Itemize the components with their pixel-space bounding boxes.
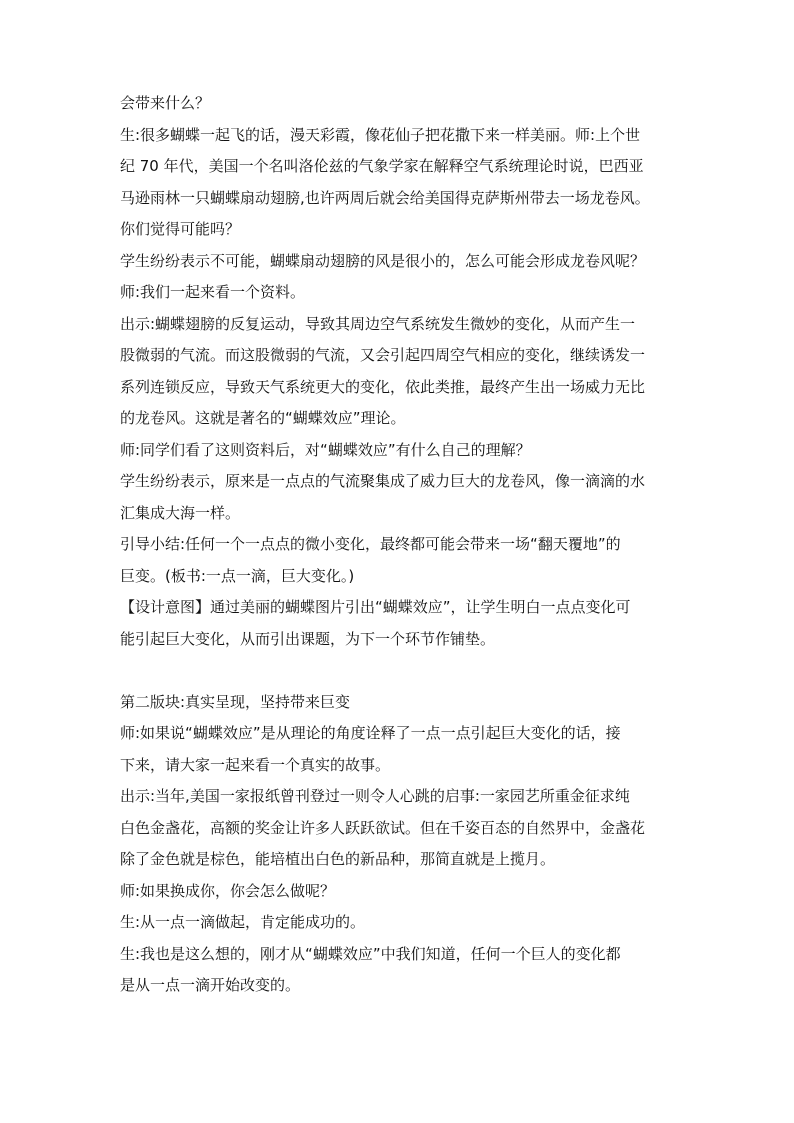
text-line: 系列连锁反应，导致天气系统更大的变化，依此类推，最终产生出一场威力无比 bbox=[120, 377, 646, 396]
text-line: 出示:蝴蝶翅膀的反复运动，导致其周边空气系统发生微妙的变化，从而产生一 bbox=[120, 314, 636, 333]
text-line: 【设计意图】通过美丽的蝴蝶图片引出“蝴蝶效应”，让学生明白一点点变化可 bbox=[120, 598, 631, 616]
text-line: 纪 70 年代，美国一个名叫洛伦兹的气象学家在解释空气系统理论时说，巴西亚 bbox=[120, 157, 644, 175]
section-heading: 第二版块:真实呈现，坚持带来巨变 bbox=[120, 692, 351, 711]
text-line: 生:很多蝴蝶一起飞的话，漫天彩霞，像花仙子把花撒下来一样美丽。师:上个世 bbox=[120, 125, 641, 144]
text-line: 你们觉得可能吗？ bbox=[120, 220, 241, 238]
text-line: 巨变。(板书:一点一滴，巨大变化。) bbox=[120, 566, 355, 585]
text-line: 能引起巨大变化，从而引出课题，为下一个环节作铺垫。 bbox=[120, 629, 496, 648]
text-line: 的龙卷风。这就是著名的“蝴蝶效应”理论。 bbox=[120, 409, 406, 427]
text-line: 白色金盏花，高额的奖金让许多人跃跃欲试。但在千姿百态的自然界中，金盏花 bbox=[120, 818, 646, 837]
text-line: 股微弱的气流。而这股微弱的气流，又会引起四周空气相应的变化，继续诱发一 bbox=[120, 346, 646, 364]
text-line: 会带来什么？ bbox=[120, 94, 211, 112]
paragraph-gap bbox=[120, 655, 680, 687]
text-line: 学生纷纷表示，原来是一点点的气流聚集成了威力巨大的龙卷风，像一滴滴的水 bbox=[120, 472, 646, 490]
text-line: 学生纷纷表示不可能，蝴蝶扇动翅膀的风是很小的，怎么可能会形成龙卷风呢？ bbox=[120, 251, 646, 270]
text-line: 师:如果换成你，你会怎么做呢？ bbox=[120, 881, 336, 900]
text-line: 除了金色就是棕色，能培植出白色的新品种，那简直就是上揽月。 bbox=[120, 850, 556, 868]
text-line: 汇集成大海一样。 bbox=[120, 503, 241, 522]
text-line: 生:从一点一滴做起，肯定能成功的。 bbox=[120, 913, 366, 931]
text-line: 引导小结:任何一个一点点的微小变化，最终都可能会带来一场“翻天覆地”的 bbox=[120, 535, 621, 553]
text-line: 是从一点一滴开始改变的。 bbox=[120, 976, 301, 994]
text-line: 师:如果说“蝴蝶效应”是从理论的角度诠释了一点一点引起巨大变化的话，接 bbox=[120, 724, 621, 742]
text-line: 出示:当年,美国一家报纸曾刊登过一则令人心跳的启事:一家园艺所重金征求纯 bbox=[120, 787, 630, 805]
text-line: 马逊雨林一只蝴蝶扇动翅膀,也许两周后就会给美国得克萨斯州带去一场龙卷风。 bbox=[120, 188, 650, 207]
text-line: 下来，请大家一起来看一个真实的故事。 bbox=[120, 755, 391, 774]
text-line: 师:同学们看了这则资料后，对“蝴蝶效应”有什么自己的理解？ bbox=[120, 440, 531, 459]
text-line: 生:我也是这么想的，刚才从“蝴蝶效应”中我们知道，任何一个巨人的变化都 bbox=[120, 944, 621, 963]
document-body bbox=[120, 88, 680, 1002]
text-line: 师:我们一起来看一个资料。 bbox=[120, 283, 306, 301]
